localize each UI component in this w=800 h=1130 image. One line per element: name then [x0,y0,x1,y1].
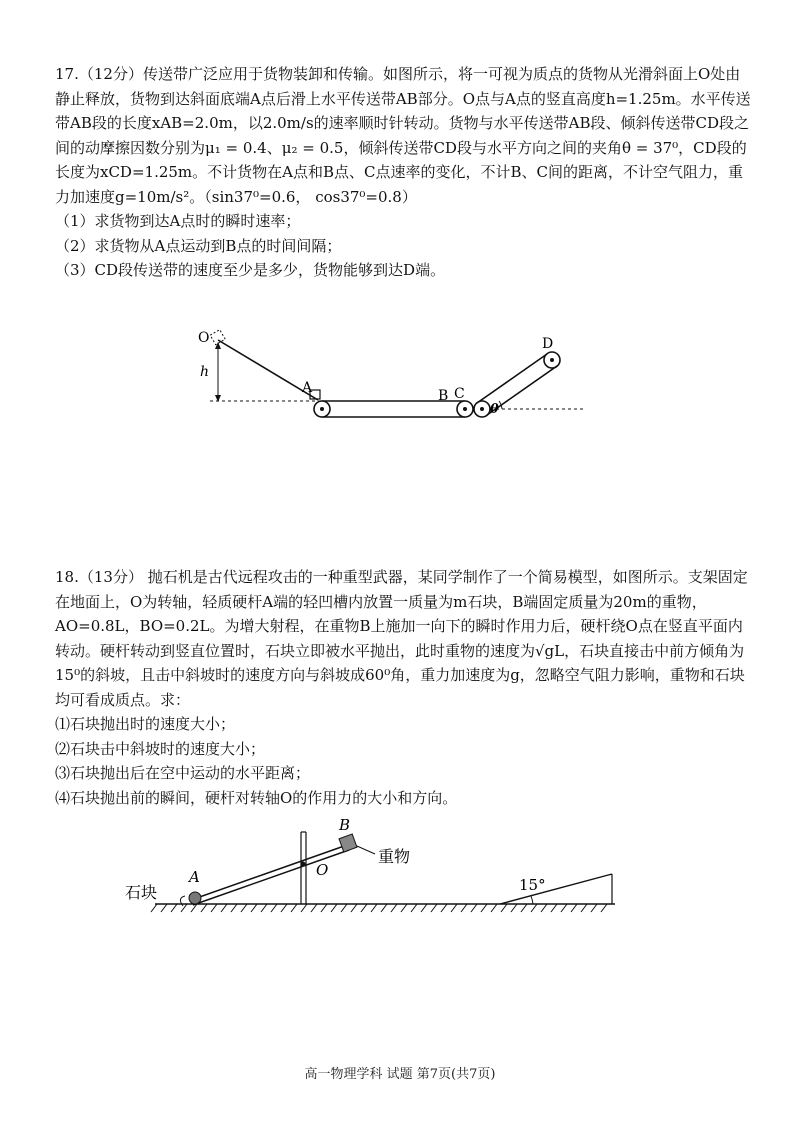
label-D: D [542,336,554,352]
conveyor-figure [190,318,590,428]
label-O: O [198,330,210,346]
weight-block [339,834,357,852]
problem-18-question-4: ⑷石块抛出前的瞬间，硬杆对转轴O的作用力的大小和方向。 [55,788,458,807]
pulley-A-axle [320,407,324,411]
label-O: O [316,861,329,879]
conveyor-diagram [190,318,590,428]
catapult-figure [115,812,625,922]
label-h: h [200,364,210,380]
label-angle: 15° [519,876,546,894]
catapult-diagram [115,812,625,922]
height-arrowhead-top [215,342,221,349]
pulley-B-axle [463,407,467,411]
problem-17-body: AB=2.0m，以2.0m/s的速率顺时针转动。货物与水平传送带AB段、倾斜传送带CD段之间的动摩擦因数分别为μ₁ = 0.4、μ₂ = 0.5，倾斜传送带CD段与水平方向之间的夹角θ = 37⁰，CD段的长度为xCD=1.25m。不计货物在A点和B点、C点速率的变化，不计B、C间的距离，不计空气阻力，重力加速度g=10m/s²。（sin37⁰=0.6， cos37⁰=0.8） [55,114,750,206]
label-B: B [438,388,449,404]
label-weight: 重物 [378,847,411,866]
slope-surface [500,874,612,904]
ground-hatching [151,904,607,912]
problem-17-question-3: （3）CD段传送带的速度至少是多少，货物能够到达D端。 [55,261,446,279]
problem-18-question-3: ⑶石块抛出后在空中运动的水平距离； [55,764,311,782]
weight-pointer [357,846,375,854]
problem-17-question-1: （1）求货物到达A点时的瞬时速率； [55,212,301,230]
problem-17-question-2: （2）求货物从A点运动到B点的时间间隔； [55,236,342,255]
slope-angle-arc [531,896,533,904]
page-footer: 高一物理学科 试题 第7页(共7页) [304,1067,496,1082]
label-B: B [339,816,351,834]
pulley-C-axle [480,407,484,411]
pivot-O [301,862,306,867]
problem-17-text [55,62,755,209]
label-C: C [454,386,465,402]
pulley-D-axle [550,358,554,362]
label-A: A [189,868,200,886]
problem-17-header: 17.（12分）传送带广泛应用于货物装卸和传输。如图所示，将一可视为质点的货物从光滑斜面上O处由静止释放，货物到达斜面底端A点后滑上水平传送带AB部分。O点与A点的竖直高度h=1.25m。水平传送带AB段的长度x [55,65,751,132]
problem-18-question-2: ⑵石块击中斜坡时的速度大小； [55,739,266,758]
belt-CD-top [477,354,547,403]
label-A: A [302,380,313,396]
problem-17 [55,62,755,283]
label-theta: θ [490,402,499,417]
stone [189,892,201,904]
problem-18-question-1: ⑴石块抛出时的速度大小； [55,715,236,733]
problem-18-text: 18.（13分） 抛石机是古代远程攻击的一种重型武器，某同学制作了一个简易模型，如图所示。支架固定在地面上，O为转轴，轻质硬杆A端的轻凹槽内放置一质量为m石块，B端固定质量为20m的重物，AO=0.8L，BO=0.2L。为增大射程，在重物B上施加一向下的瞬时作用力后，硬杆绕O点在竖直平面内转动。硬杆转动到竖直位置时，石块立即被水平抛出，此时重物的速度为√gL，石块直接击中前方倾角为15⁰的斜坡，且击中斜坡时的速度方向与斜坡成60⁰角，重力加速度为g，忽略空气阻力影响，重物和石块均可看成质点。求： [55,568,748,709]
problem-18 [55,565,755,810]
label-stone: 石块 [125,883,158,902]
